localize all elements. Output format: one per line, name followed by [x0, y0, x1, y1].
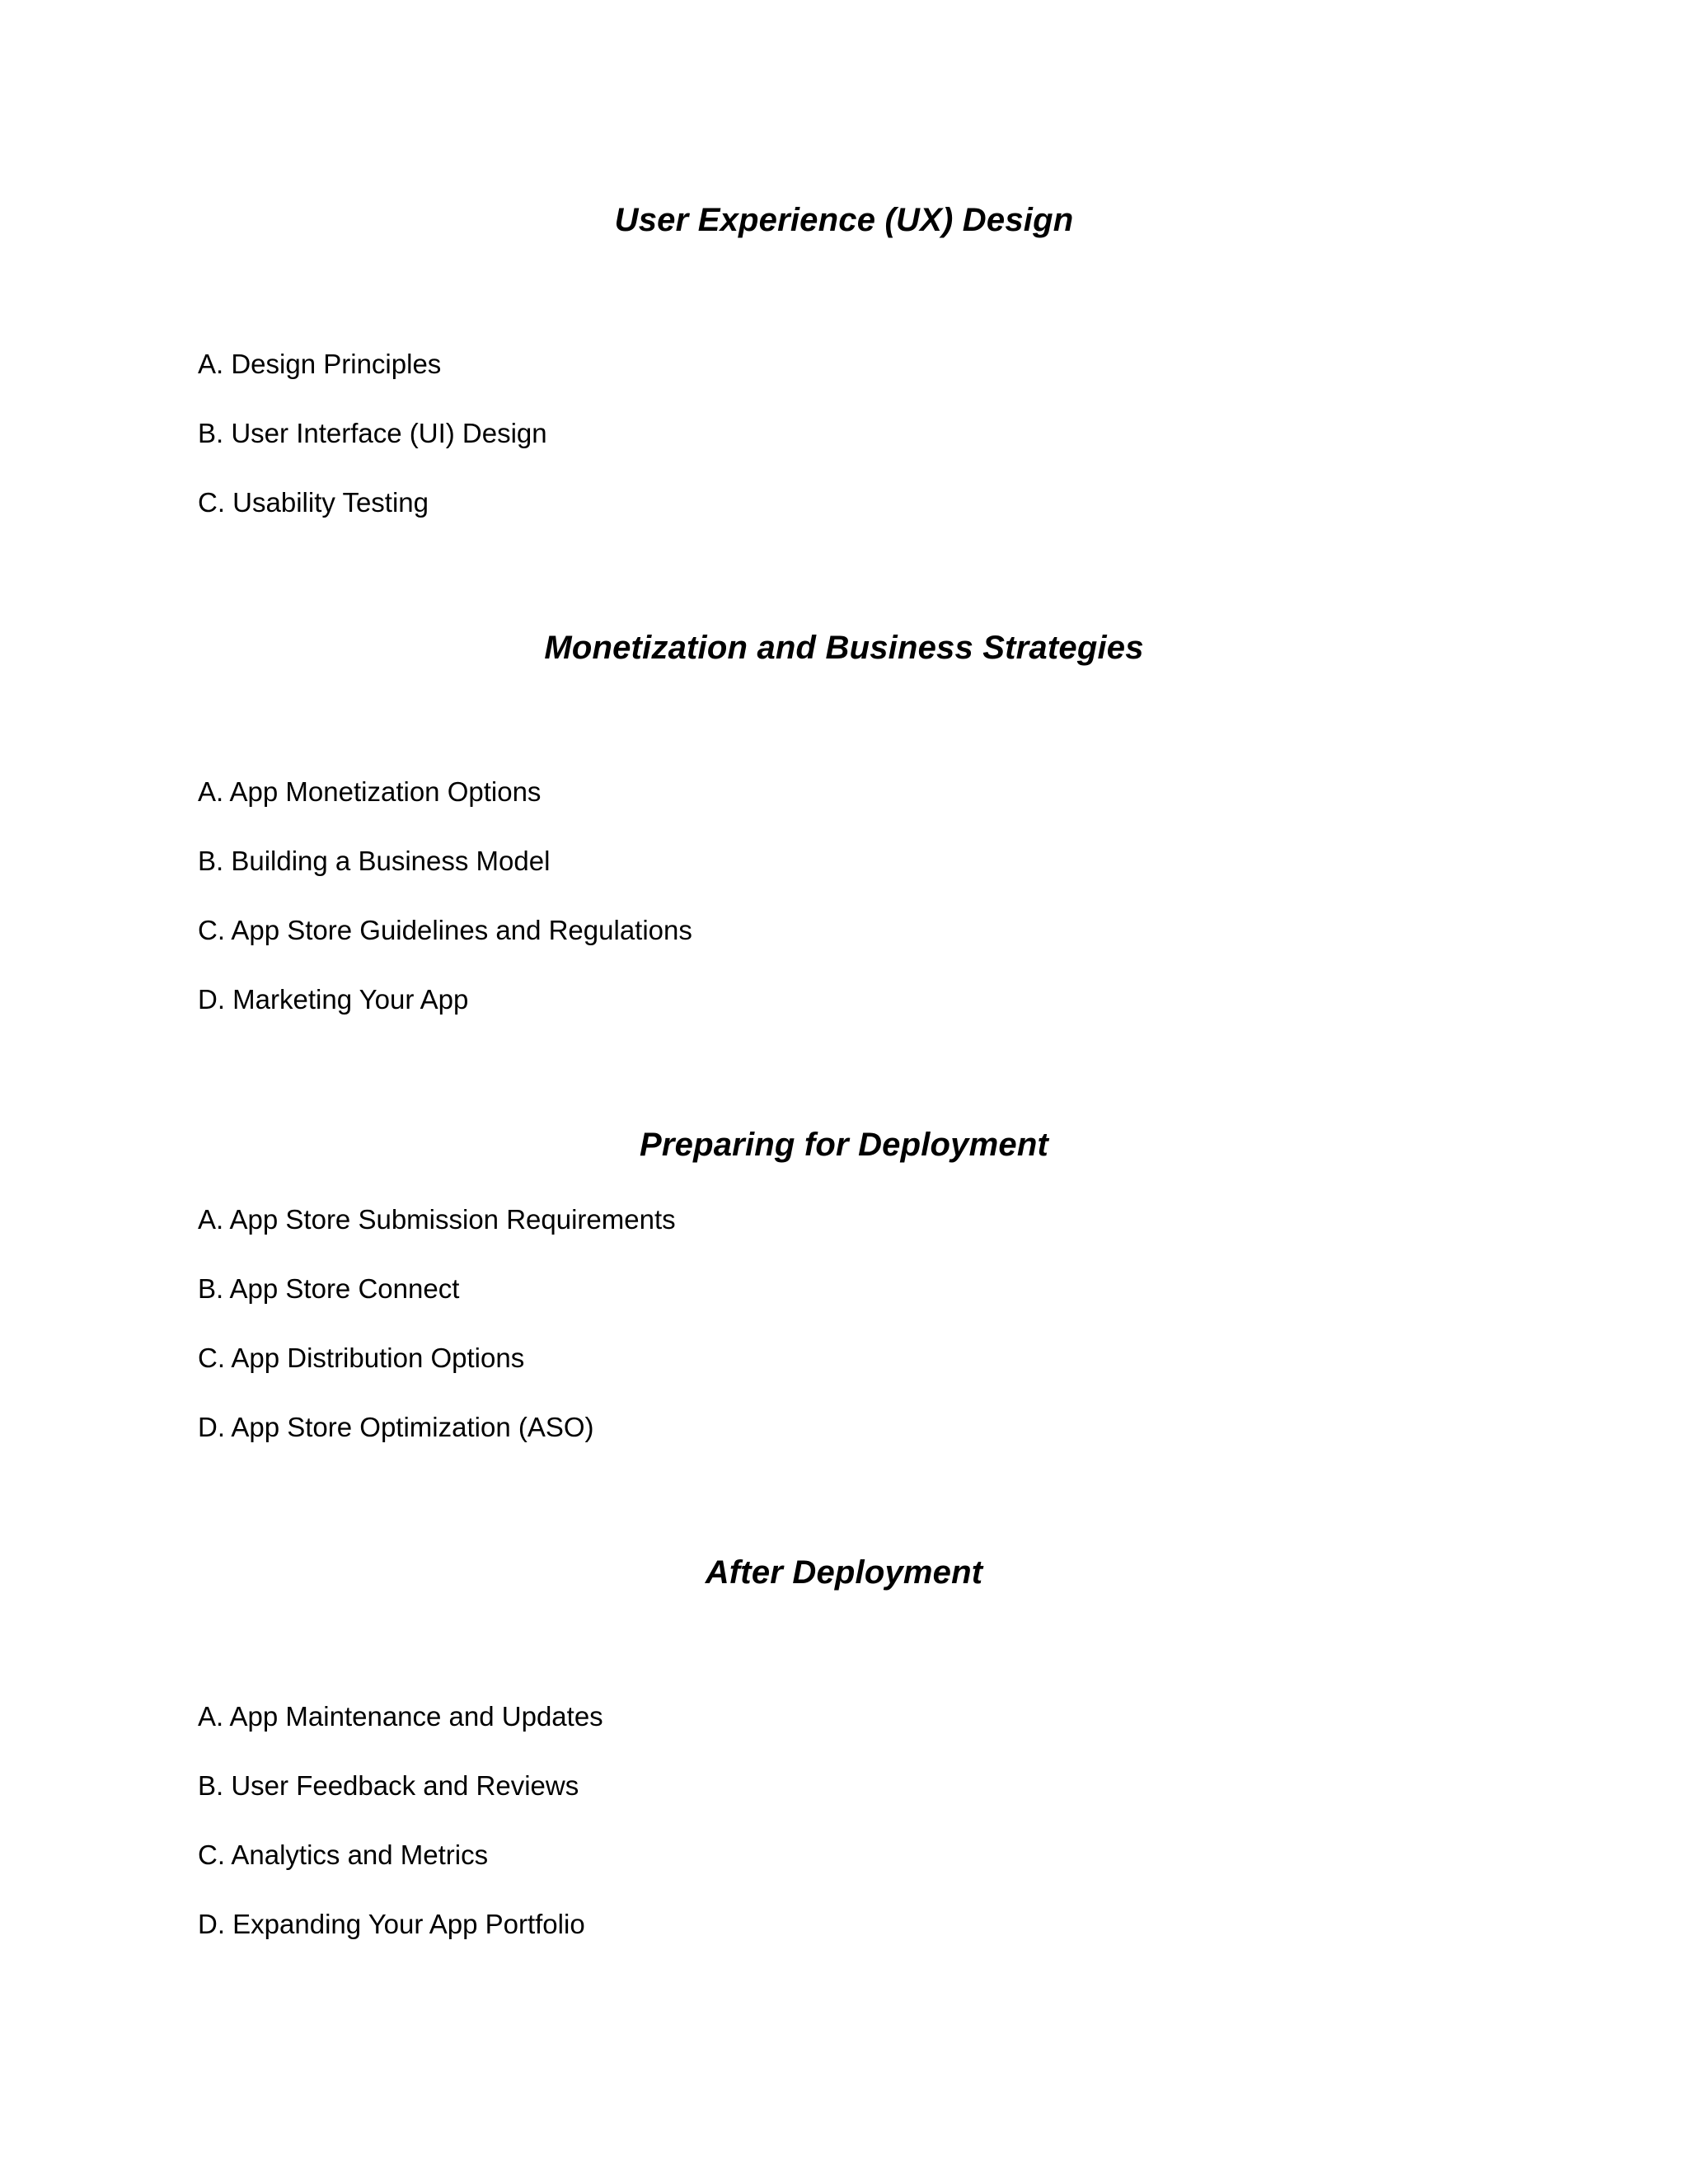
list-item: A. App Store Submission Requirements	[198, 1204, 676, 1235]
list-item: C. Usability Testing	[198, 487, 429, 518]
list-item: A. Design Principles	[198, 349, 442, 379]
list-item: C. App Distribution Options	[198, 1343, 525, 1373]
list-item: D. Marketing Your App	[198, 984, 469, 1015]
list-item: A. App Maintenance and Updates	[198, 1701, 603, 1732]
list-item: B. Building a Business Model	[198, 846, 551, 876]
list-item: D. App Store Optimization (ASO)	[198, 1412, 594, 1442]
list-item: D. Expanding Your App Portfolio	[198, 1909, 585, 1939]
list-item: C. Analytics and Metrics	[198, 1840, 489, 1870]
list-item: B. User Interface (UI) Design	[198, 418, 547, 448]
section-heading-monetization: Monetization and Business Strategies	[544, 630, 1144, 666]
section-heading-preparing-deployment: Preparing for Deployment	[640, 1127, 1048, 1163]
list-item: B. User Feedback and Reviews	[198, 1770, 579, 1801]
section-heading-ux-design: User Experience (UX) Design	[614, 202, 1074, 238]
list-item: C. App Store Guidelines and Regulations	[198, 915, 692, 945]
list-item: A. App Monetization Options	[198, 776, 542, 807]
list-item: B. App Store Connect	[198, 1273, 460, 1304]
section-heading-after-deployment: After Deployment	[705, 1554, 983, 1591]
